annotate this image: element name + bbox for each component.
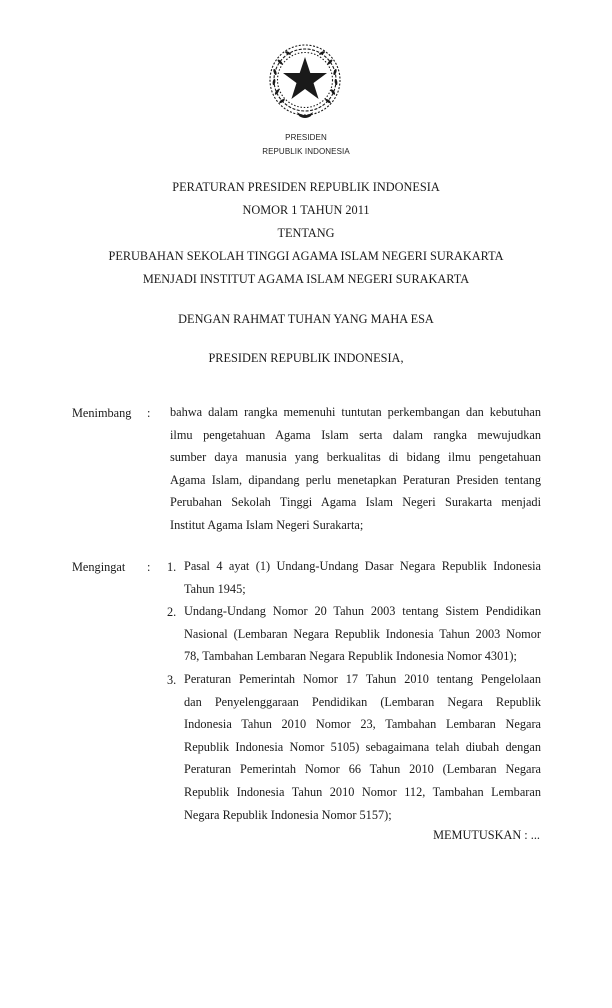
presidential-seal-icon xyxy=(267,42,343,122)
mengingat-item-line: Indonesia Tahun 2010 Nomor 23, Tambahan Lembaran Negara xyxy=(184,717,541,732)
menimbang-label: Menimbang xyxy=(72,406,132,420)
regulation-number: NOMOR 1 TAHUN 2011 xyxy=(242,203,370,217)
continuation-marker: MEMUTUSKAN : ... xyxy=(433,828,540,842)
menimbang-colon: : xyxy=(147,406,151,420)
invocation: DENGAN RAHMAT TUHAN YANG MAHA ESA xyxy=(178,312,434,326)
mengingat-item-line: Pasal 4 ayat (1) Undang-Undang Dasar Negara Republik Indonesia xyxy=(184,559,541,573)
menimbang-line: Institut Agama Islam Negeri Surakarta; xyxy=(170,517,364,532)
mengingat-colon: : xyxy=(147,560,151,574)
mengingat-item-line: Peraturan Pemerintah Nomor 66 Tahun 2010 (Lembaran Negara xyxy=(184,762,541,777)
regulation-title: PERATURAN PRESIDEN REPUBLIK INDONESIA xyxy=(172,180,440,194)
mengingat-item-line: dan Penyelenggaraan Pendidikan (Lembaran Negara Republik xyxy=(184,694,541,709)
regulation-about-label: TENTANG xyxy=(277,226,335,240)
mengingat-item-line: Tahun 1945; xyxy=(184,581,246,596)
mengingat-item-line: Republik Indonesia Tahun 2010 Nomor 112, Tambahan Lembaran xyxy=(184,784,541,799)
regulation-subject-line1: PERUBAHAN SEKOLAH TINGGI AGAMA ISLAM NEGERI SURAKARTA xyxy=(108,249,504,263)
authority: PRESIDEN REPUBLIK INDONESIA, xyxy=(208,351,404,365)
menimbang-line: Perubahan Sekolah Tinggi Agama Islam Negeri Surakarta menjadi xyxy=(170,495,541,510)
mengingat-item-line: Negara Republik Indonesia Nomor 5157); xyxy=(184,807,392,822)
mengingat-item-3 xyxy=(184,668,541,826)
menimbang-line: Agama Islam, dipandang perlu menetapkan Peraturan Presiden tentang xyxy=(170,472,541,487)
mengingat-item-line: Undang-Undang Nomor 20 Tahun 2003 tentang Sistem Pendidikan xyxy=(184,604,541,618)
mengingat-item-line: Peraturan Pemerintah Nomor 17 Tahun 2010 tentang Pengelolaan xyxy=(184,672,541,686)
mengingat-label: Mengingat xyxy=(72,560,126,574)
mengingat-item-number: 3. xyxy=(167,673,177,687)
menimbang-line: ilmu pengetahuan Agama Islam serta dalam rangka mewujudkan xyxy=(170,427,541,442)
institution-name-line2: REPUBLIK INDONESIA xyxy=(262,147,350,156)
mengingat-item-1 xyxy=(184,555,541,600)
menimbang-line: bahwa dalam rangka memenuhi tuntutan perkembangan dan kebutuhan xyxy=(170,405,541,419)
mengingat-item-line: 78, Tambahan Lembaran Negara Republik Indonesia Nomor 4301); xyxy=(184,649,517,664)
mengingat-item-2 xyxy=(184,600,541,668)
menimbang-text xyxy=(170,401,541,537)
mengingat-item-line: Nasional (Lembaran Negara Republik Indonesia Tahun 2003 Nomor xyxy=(184,626,541,641)
institution-name-line1: PRESIDEN xyxy=(285,133,327,142)
mengingat-item-number: 2. xyxy=(167,605,177,619)
mengingat-item-number: 1. xyxy=(167,560,177,574)
regulation-subject-line2: MENJADI INSTITUT AGAMA ISLAM NEGERI SURAKARTA xyxy=(142,272,470,286)
menimbang-line: sumber daya manusia yang berkualitas di bidang ilmu pengetahuan xyxy=(170,450,541,465)
mengingat-item-line: Republik Indonesia Nomor 5105) sebagaimana telah diubah dengan xyxy=(184,739,541,754)
